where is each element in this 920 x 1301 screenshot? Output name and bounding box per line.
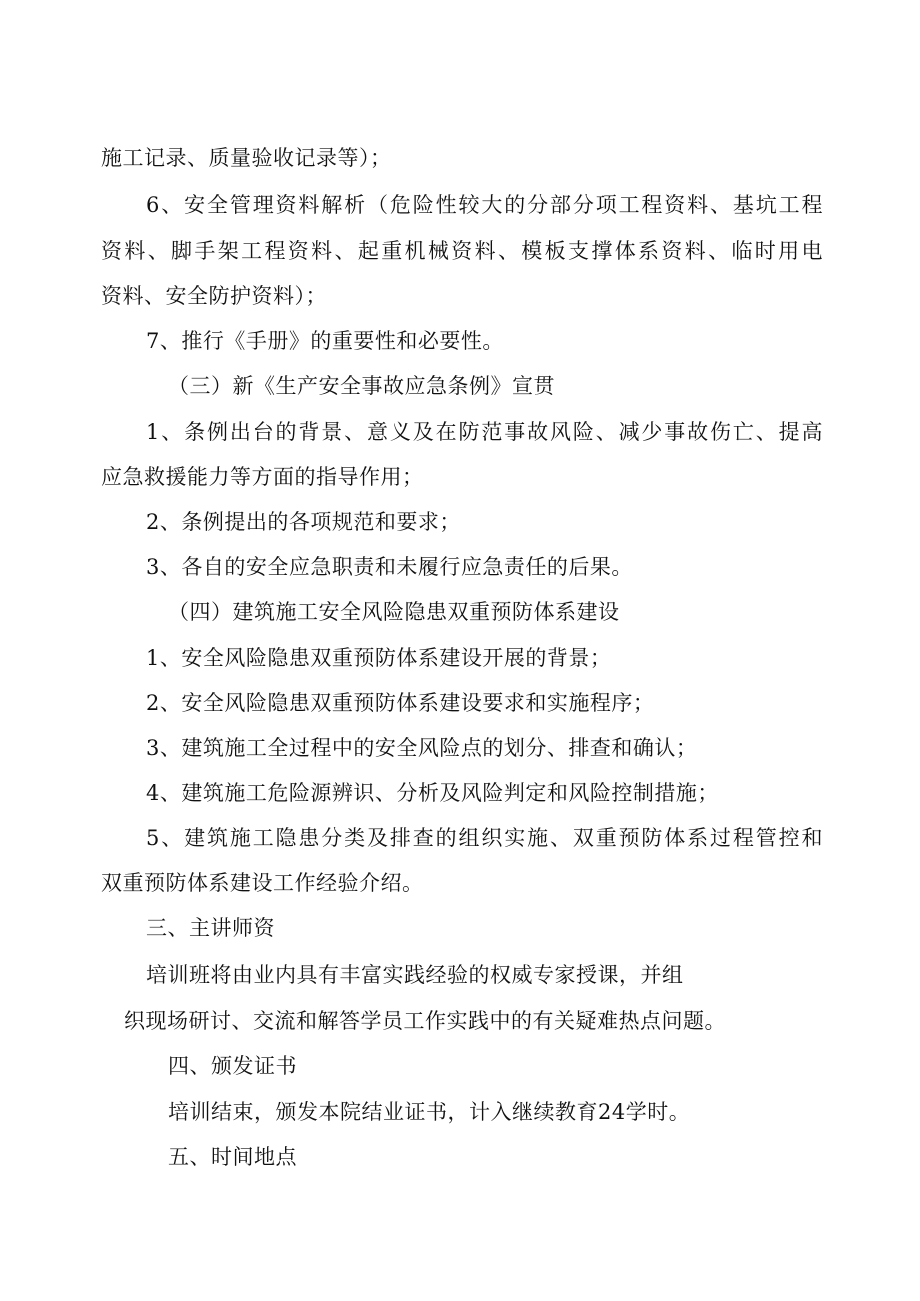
text-line: 资料、脚手架工程资料、起重机械资料、模板支撑体系资料、临时用电 (101, 239, 823, 263)
section-heading: 四、颁发证书 (168, 1054, 297, 1078)
text-line: 培训班将由业内具有丰富实践经验的权威专家授课，并组 (146, 963, 684, 987)
text-line: 1、条例出台的背景、意义及在防范事故风险、减少事故伤亡、提高 (146, 420, 823, 444)
text-line: 织现场研讨、交流和解答学员工作实践中的有关疑难热点问题。 (124, 1009, 726, 1033)
text-line: 资料、安全防护资料）； (101, 284, 327, 308)
text-line: 3、建筑施工全过程中的安全风险点的划分、排查和确认； (146, 736, 698, 760)
section-heading: （三）新《生产安全事故应急条例》宣贯 (168, 374, 555, 398)
text-line: 3、各自的安全应急职责和未履行应急责任的后果。 (146, 555, 633, 579)
text-line: 培训结束，颁发本院结业证书，计入继续教育24学时。 (168, 1100, 691, 1124)
text-line: 双重预防体系建设工作经验介绍。 (101, 871, 424, 895)
text-line: 5、建筑施工隐患分类及排查的组织实施、双重预防体系过程管控和 (146, 826, 823, 850)
text-line: 1、安全风险隐患双重预防体系建设开展的背景； (146, 646, 612, 670)
text-line: 应急救援能力等方面的指导作用； (101, 465, 424, 489)
text-line: 4、建筑施工危险源辨识、分析及风险判定和风险控制措施； (146, 781, 719, 805)
section-heading: 三、主讲师资 (146, 916, 275, 940)
text-line: 2、安全风险隐患双重预防体系建设要求和实施程序； (146, 691, 655, 715)
section-heading: 五、时间地点 (168, 1145, 297, 1169)
text-line: 施工记录、质量验收记录等）； (101, 146, 392, 170)
text-line: 2、条例提出的各项规范和要求； (146, 510, 461, 534)
text-line: 7、推行《手册》的重要性和必要性。 (146, 329, 504, 353)
text-line: 6、安全管理资料解析（危险性较大的分部分项工程资料、基坑工程 (146, 193, 823, 217)
section-heading: （四）建筑施工安全风险隐患双重预防体系建设 (168, 600, 620, 624)
